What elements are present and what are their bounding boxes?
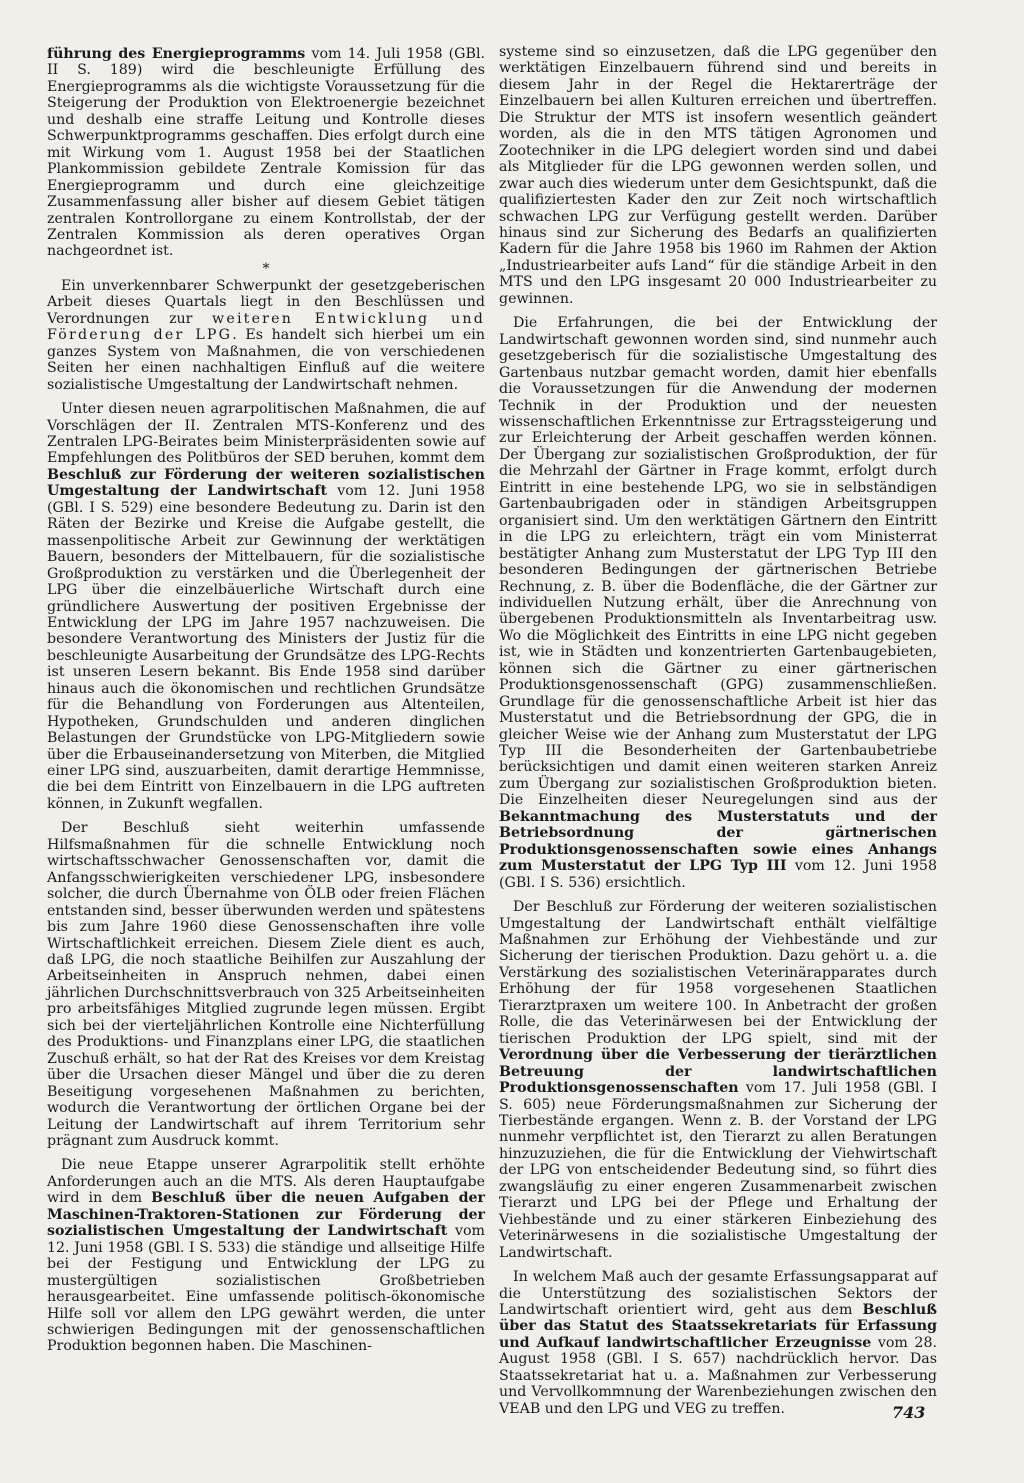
body-text: . Es handelt sich hierbei um ein ganzes System von Maßnahmen, die von verschiedenen Seiten her einen nachhaltigen Einfluß auf die weitere sozialistische Umgestaltung der Landwirtschaft nehmen. [47, 327, 485, 393]
body-text: Die Erfahrungen, die bei der Entwicklung der Landwirtschaft gewonnen worden sind, sind nunmehr auch gesetzgeberisch für die sozialistische Umgestaltung des Gartenbaus nutzbar gemacht worden, damit hier ebenfalls die Voraussetzungen für die Anwendung der modernen Technik in der Produktion und der neuesten wissenschaftlichen Erkenntnisse zur Ertragssteigerung und zur Erleichterung der Arbeit geschaffen werden können. Der Übergang zur sozialistischen Großproduktion, der für die Mehrzahl der Gärtner in Frage kommt, erfolgt durch Eintritt in eine bestehende LPG, wo sie in selbständigen Gartenbaubrigaden oder in ständigen Arbeitsgruppen organisiert sind. Um den werktätigen Gärtnern den Eintritt in die LPG zu erleichtern, trägt ein vom Ministerrat bestätigter Anhang zum Musterstatut der LPG Typ III den besonderen Bedingungen der gärtnerischen Betriebe Rechnung, z. B. über die Bodenfläche, die der Gärtner zur individuellen Nutzung erhält, über die Anrechnung von übergebenen Produktionsmitteln als Inventarbeitrag usw. Wo die Möglichkeit des Eintritts in eine LPG nicht gegeben ist, wie in Städten und konzentrierten Gartenbaugebieten, können sich die Gärtner zu einer gärtnerischen Produktionsgenossenschaft (GPG) zusammenschließen. Grundlage für die genossenschaftliche Arbeit ist hier das Musterstatut und die Betriebsordnung der GPG, die in gleicher Weise wie der Anhang zum Musterstatut der LPG Typ III die Besonderheiten der Gartenbaubetriebe berücksichtigen und damit einen weiteren starken Anreiz zum Übergang zur sozialistischen Großproduktion bieten. Die Einzelheiten dieser Neuregelungen sind aus der [499, 315, 937, 809]
spaced-emphasis-text: weiteren Entwicklung und Förderung der LPG [47, 310, 486, 344]
bold-title-text: Beschluß über das Statut des Staatssekretariats für Erfassung und Aufkauf landwirtschaftlicher Erzeugnisse [499, 1301, 937, 1351]
paragraph [499, 315, 937, 891]
body-text: vom 28. August 1958 (GBl. I S. 657) nachdrücklich hervor. Das Staatssekretariat hat u. a. Maßnahmen zur Verbesserung und Vervollkommnung der Warenbeziehungen zwischen den VEAB und den LPG und VEG zu treffen. [499, 1334, 937, 1417]
body-text: Der Beschluß zur Förderung der weiteren sozialistischen Umgestaltung der Landwirtschaft enthält vielfältige Maßnahmen zur Erhöhung der Viehbestände und zur Sicherung der tierischen Produktion. Dazu gehört u. a. die Verstärkung des sozialistischen Veterinärapparates durch Erhöhung der für 1958 vorgesehenen Staatlichen Tierarztpraxen um weitere 100. In Anbetracht der großen Rolle, die das Veterinärwesen bei der Entwicklung der tierischen Produktion der LPG spielt, sind mit der [499, 899, 937, 1047]
body-text: In welchem Maß auch der gesamte Erfassungsapparat auf die Unterstützung des sozialistischen Sektors der Landwirtschaft orientiert wird, geht aus dem [499, 1269, 937, 1318]
body-text: vom 12. Juni 1958 (GBl. I S. 529) eine besondere Bedeutung zu. Darin ist den Räten der Bezirke und Kreise die Aufgabe gestellt, die massenpolitische Arbeit zur Gewinnung der werktätigen Bauern, besonders der Mittelbauern, für die sozialistische Großproduktion zu verstärken und die Überlegenheit der LPG über die einzelbäuerliche Wirtschaft durch eine gründlichere Auswertung der positiven Ergebnisse der Entwicklung der LPG im Jahre 1957 nachzuweisen. Die besondere Verantwortung des Ministers der Justiz für die beschleunigte Ausarbeitung der Grundsätze des LPG-Rechts ist unseren Lesern bekannt. Bis Ende 1958 sind darüber hinaus auch die ökonomischen und rechtlichen Grundsätze für die Behandlung von Forderungen aus Altenteilen, Hypotheken, Grundschulden und anderen dinglichen Belastungen der Grundstücke von LPG-Mitgliedern sowie über die Erbauseinandersetzung von Miterben, die Mitglied einer LPG sind, auszuarbeiten, damit derartige Hemmnisse, die bei dem Eintritt von Einzelbauern in die LPG auftreten können, in Zukunft wegfallen. [47, 483, 486, 812]
body-text: systeme sind so einzusetzen, daß die LPG gegenüber den werktätigen Einzelbauern führend sind und bereits in diesem Jahr in der Regel die Hektarerträge der Einzelbauern bei allen Kulturen erreichen und übertreffen. Die Struktur der MTS ist insofern wesentlich geändert worden, als die in den MTS tätigen Agronomen und Zootechniker in die LPG delegiert worden sind und dabei als Mitglieder für die LPG gewonnen werden sollen, und zwar auch dies wiederum unter dem Gesichtspunkt, daß die qualifiziertesten Kader den zur Zeit noch wirtschaftlich schwachen LPG zur Verfügung gestellt werden. Darüber hinaus sind zur Sicherung des Bedarfs an qualifizierten Kadern für die Jahre 1958 bis 1960 im Rahmen der Aktion „Industriearbeiter aufs Land“ für die ständige Arbeit in den MTS und den LPG insgesamt 20 000 Industriearbeiter zu gewinnen. [499, 44, 937, 307]
bold-title-text: Verordnung über die Verbesserung der tierärztlichen Betreuung der landwirtschaftlichen Produktionsgenossenschaften [499, 1047, 937, 1097]
body-text: Die neue Etappe unserer Agrarpolitik stellt erhöhte Anforderungen auch an die MTS. Als deren Hauptaufgabe wird in dem [47, 1157, 485, 1207]
page-number: 743 [892, 1403, 926, 1422]
bold-title-text: Bekanntmachung des Musterstatuts und der Betriebsordnung der gärtnerischen Produktionsgenossenschaften sowie eines Anhangs zum Musterstatut der LPG Typ III [499, 808, 937, 875]
paragraph [499, 44, 937, 307]
body-text: Der Beschluß sieht weiterhin umfassende Hilfsmaßnahmen für die schnelle Entwicklung noch wirtschaftsschwacher Genossenschaften vor, damit die Anfangsschwierigkeiten verschiedener LPG, insbesondere solcher, die durch Übernahme von ÖLB oder freien Flächen entstanden sind, besser überwunden werden und spätestens bis zum Jahre 1960 diese Genossenschaften ihre volle Wirtschaftlichkeit erreichen. Diesem Ziele dient es auch, daß LPG, die noch staatliche Beihilfen zur Auszahlung der Arbeitseinheiten in Anspruch nehmen, dabei einen jährlichen Durchschnittsverbrauch von 325 Arbeitseinheiten pro arbeitsfähiges Mitglied zugrunde legen müssen. Ergibt sich bei der vierteljährlichen Kontrolle eine Nichterfüllung des Produktions- und Finanzplans einer LPG, die staatlichen Zuschuß erhält, so hat der Rat des Kreises vor dem Kreistag über die Ursachen dieser Mängel und über die zu deren Beseitigung vorgesehenen Maßnahmen zu berichten, wodurch die Verantwortung der örtlichen Organe bei der Leitung der Landwirtschaft auf ihrem Territorium sehr prägnant zum Ausdruck kommt. [47, 820, 485, 1149]
paragraph [499, 899, 937, 1261]
paragraph [47, 1157, 485, 1354]
body-text: vom 12. Juni 1958 (GBl. I S. 533) die ständige und allseitige Hilfe bei der Festigung und Entwicklung der LPG zu mustergültigen sozialistischen Großbetrieben herausgearbeitet. Eine umfassende politisch-ökonomische Hilfe soll vor allem den LPG gewährt werden, die unter schwierigen Bedingungen mit der genossenschaftlichen Produktion begonnen haben. Die Maschinen- [47, 1223, 485, 1355]
paragraph [499, 1269, 937, 1417]
paragraph [47, 820, 485, 1149]
paragraph [47, 46, 485, 260]
paragraph [47, 401, 485, 812]
left-column [47, 46, 485, 1363]
section-divider-asterisk: * [262, 260, 270, 277]
body-text: vom 12. Juni 1958 (GBl. I S. 536) ersichtlich. [499, 858, 937, 891]
body-text: vom 14. Juli 1958 (GBl. II S. 189) wird die beschleunigte Erfüllung des Energieprogramms als die wichtigste Voraussetzung für die Steigerung der Produktion von Elektroenergie bezeichnet und deshalb eine straffe Leitung und Kontrolle dieses Schwerpunktprogramms geschaffen. Dies erfolgt durch eine mit Wirkung vom 1. August 1958 bei der Staatlichen Plankommission gebildete Zentrale Komission für das Energieprogramm und durch eine gleichzeitige Zusammenfassung aller bisher auf diesem Gebiet tätigen zentralen Kontrollorgane zu einem Kontrollstab, der der Zentralen Kommission als deren operatives Organ nachgeordnet ist. [47, 46, 485, 260]
body-text: Ein unverkennbarer Schwerpunkt der gesetzgeberischen Arbeit dieses Quartals liegt in den Beschlüssen und Verordnungen zur [47, 277, 485, 327]
bold-title-text: Beschluß zur Förderung der weiteren sozialistischen Umgestaltung der Landwirtschaft [47, 466, 485, 500]
bold-title-text: führung des Energieprogramms [47, 46, 306, 62]
right-column [499, 44, 937, 1425]
paragraph [47, 278, 485, 393]
body-text: Unter diesen neuen agrarpolitischen Maßnahmen, die auf Vorschlägen der II. Zentralen MTS-Konferenz und des Zentralen LPG-Beirates beim Ministerpräsidenten sowie auf Empfehlungen des Politbüros der SED beruhen, kommt dem [47, 401, 485, 467]
body-text: vom 17. Juli 1958 (GBl. I S. 605) neue Förderungsmaßnahmen zur Sicherung der Tierbestände ergangen. Wenn z. B. der Vorstand der LPG nunmehr verpflichtet ist, den Tierarzt zu allen Beratungen hinzuzuziehen, die für die Entwicklung der Viehwirtschaft der LPG von entscheidender Bedeutung sind, so führt dies zwangsläufig zu einer engeren Zusammenarbeit zwischen Tierarzt und LPG bei der Pflege und Erhaltung der Viehbestände und zu einer stärkeren Einbeziehung des Veterinärwesens in die sozialistische Umgestaltung der Landwirtschaft. [499, 1080, 937, 1261]
bold-title-text: Beschluß über die neuen Aufgaben der Maschinen-Traktoren-Stationen zur Förderung der sozialistischen Umgestaltung der Landwirtschaft [47, 1190, 485, 1240]
